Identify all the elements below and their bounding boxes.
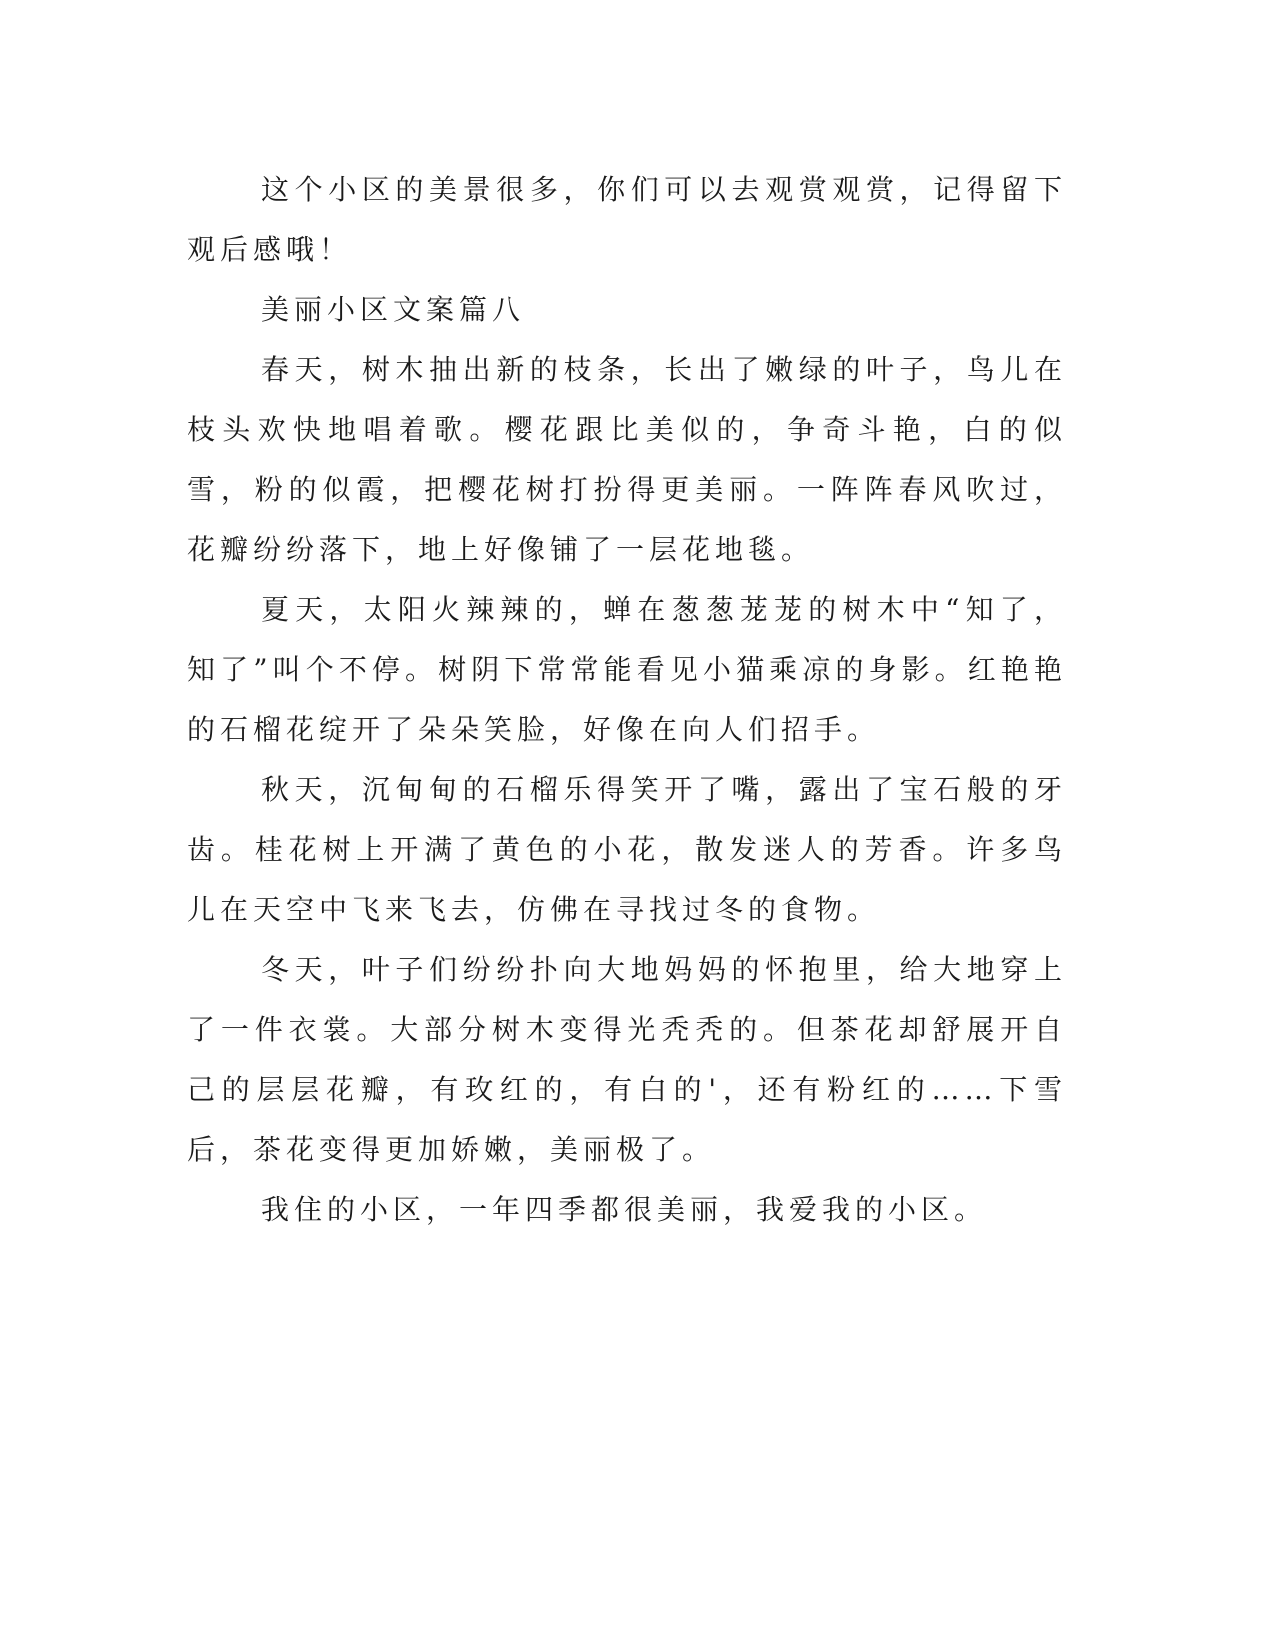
paragraph-conclusion: 我住的小区，一年四季都很美丽，我爱我的小区。	[261, 1193, 988, 1226]
paragraph-summer: 夏天，太阳火辣辣的，蝉在葱葱茏茏的树木中“知了，知了”叫个不停。树阴下常常能看见小猫乘凉的身影。红艳艳的石榴花绽开了朵朵笑脸，好像在向人们招手。	[187, 593, 1067, 746]
paragraph-closing-note: 这个小区的美景很多，你们可以去观赏观赏，记得留下观后感哦！	[187, 173, 1067, 266]
paragraph-spring: 春天，树木抽出新的枝条，长出了嫩绿的叶子，鸟儿在枝头欢快地唱着歌。樱花跟比美似的，争奇斗艳，白的似雪，粉的似霞，把樱花树打扮得更美丽。一阵阵春风吹过，花瓣纷纷落下，地上好像铺了一层花地毯。	[187, 353, 1067, 566]
paragraph-autumn: 秋天，沉甸甸的石榴乐得笑开了嘴，露出了宝石般的牙齿。桂花树上开满了黄色的小花，散发迷人的芳香。许多鸟儿在天空中飞来飞去，仿佛在寻找过冬的食物。	[187, 773, 1067, 926]
document-body	[187, 160, 1067, 1240]
paragraph-winter: 冬天，叶子们纷纷扑向大地妈妈的怀抱里，给大地穿上了一件衣裳。大部分树木变得光秃秃的。但茶花却舒展开自己的层层花瓣，有玫红的，有白的'，还有粉红的……下雪后，茶花变得更加娇嫩，美丽极了。	[187, 953, 1067, 1166]
section-heading: 美丽小区文案篇八	[261, 293, 526, 326]
